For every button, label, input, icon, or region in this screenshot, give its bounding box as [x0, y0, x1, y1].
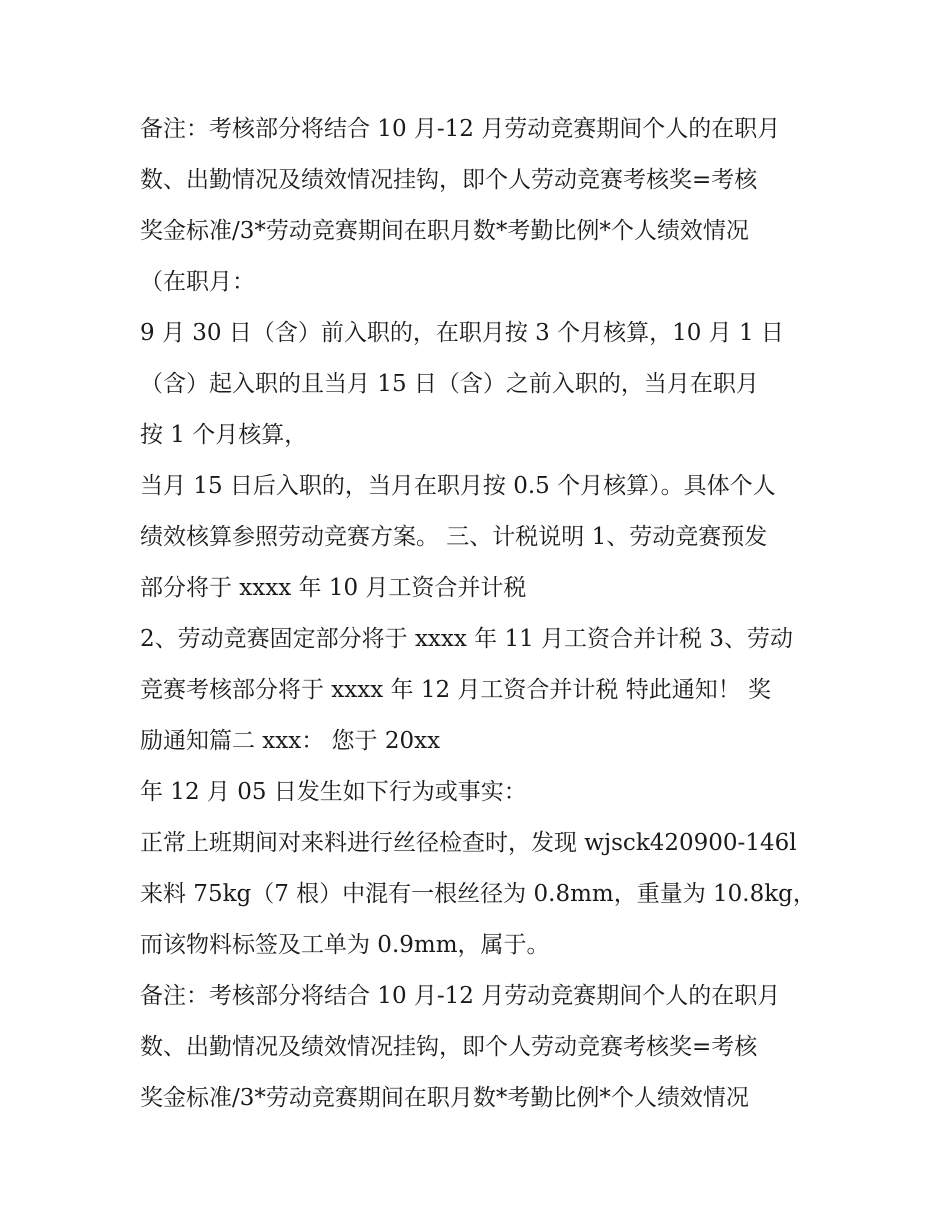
text-line: 9 月 30 日（含）前入职的，在职月按 3 个月核算，10 月 1 日: [140, 320, 784, 346]
text-line: 竞赛考核部分将于 xxxx 年 12 月工资合并计税 特此通知！ 奖: [140, 677, 772, 703]
text-line: （在职月：: [140, 269, 255, 295]
text-line: 年 12 月 05 日发生如下行为或事实：: [140, 779, 527, 805]
text-line: 备注：考核部分将结合 10 月-12 月劳动竞赛期间个人的在职月: [140, 116, 781, 142]
text-line: 当月 15 日后入职的，当月在职月按 0.5 个月核算）。具体个人: [140, 473, 776, 499]
text-line: 正常上班期间对来料进行丝径检查时，发现 wjsck420900-146l: [140, 830, 797, 856]
text-line: 而该物料标签及工单为 0.9mm，属于。: [140, 932, 550, 958]
text-line: 奖金标准/3*劳动竞赛期间在职月数*考勤比例*个人绩效情况: [140, 1085, 749, 1111]
document-body: [140, 104, 830, 1124]
text-line: 奖金标准/3*劳动竞赛期间在职月数*考勤比例*个人绩效情况: [140, 218, 749, 244]
text-line: 数、出勤情况及绩效情况挂钩，即个人劳动竞赛考核奖=考核: [140, 167, 758, 193]
text-line: （含）起入职的且当月 15 日（含）之前入职的，当月在职月: [140, 371, 759, 397]
text-line: 按 1 个月核算，: [140, 422, 308, 448]
text-line: 绩效核算参照劳动竞赛方案。 三、计税说明 1、劳动竞赛预发: [140, 524, 768, 550]
text-line: 数、出勤情况及绩效情况挂钩，即个人劳动竞赛考核奖=考核: [140, 1034, 758, 1060]
text-line: 备注：考核部分将结合 10 月-12 月劳动竞赛期间个人的在职月: [140, 983, 781, 1009]
text-line: 励通知篇二 xxx： 您于 20xx: [140, 728, 441, 754]
text-line: 来料 75kg（7 根）中混有一根丝径为 0.8mm，重量为 10.8kg，: [140, 881, 816, 907]
text-line: 2、劳动竞赛固定部分将于 xxxx 年 11 月工资合并计税 3、劳动: [140, 626, 793, 652]
text-line: 部分将于 xxxx 年 10 月工资合并计税: [140, 575, 527, 601]
